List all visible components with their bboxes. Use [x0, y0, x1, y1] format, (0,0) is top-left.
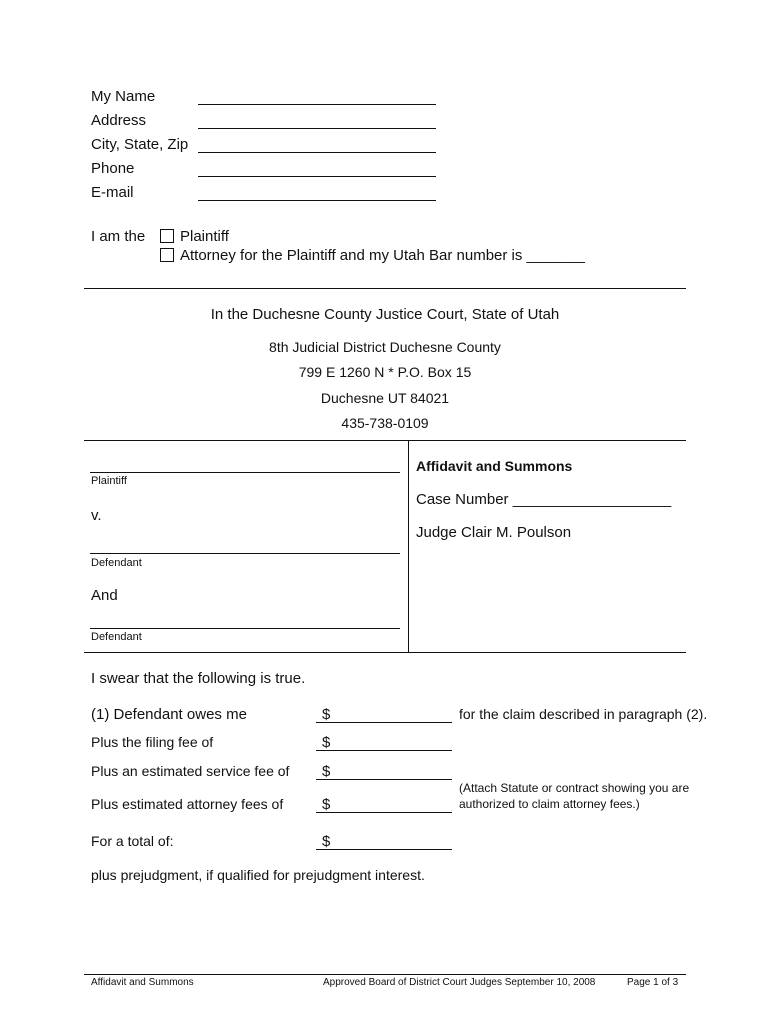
field-label-phone: Phone: [91, 160, 135, 177]
plaintiff-line[interactable]: [90, 472, 400, 473]
footer-center: Approved Board of District Court Judges September 10, 2008: [323, 977, 596, 988]
total-line[interactable]: [316, 849, 452, 850]
field-label-name: My Name: [91, 88, 156, 105]
owes-note: for the claim described in paragraph (2).: [459, 706, 708, 722]
phone-line[interactable]: [198, 176, 436, 177]
footer-page-number: Page 1 of 3: [627, 977, 679, 988]
attorney-fee-currency: $: [322, 796, 331, 813]
footer-rule: [84, 974, 686, 975]
plaintiff-checkbox[interactable]: [160, 229, 174, 243]
attorney-checkbox[interactable]: [160, 248, 174, 262]
defendant-line-1[interactable]: [90, 553, 400, 554]
service-fee-label: Plus an estimated service fee of: [91, 763, 290, 779]
filing-fee-line[interactable]: [316, 750, 452, 751]
attorney-fee-label: Plus estimated attorney fees of: [91, 796, 284, 812]
attorney-fee-line[interactable]: [316, 812, 452, 813]
attorney-note-1: (Attach Statute or contract showing you are: [459, 781, 690, 795]
email-line[interactable]: [198, 200, 436, 201]
plaintiff-caption-label: Plaintiff: [91, 475, 127, 487]
address-line[interactable]: [198, 128, 436, 129]
defendant-caption-label-1: Defendant: [91, 557, 142, 569]
judge-name: Judge Clair M. Poulson: [416, 524, 572, 541]
divider-top: [84, 288, 686, 289]
case-number: Case Number ___________________: [416, 491, 672, 508]
filing-fee-label: Plus the filing fee of: [91, 734, 214, 750]
divider-caption-bottom: [84, 652, 686, 653]
field-label-email: E-mail: [91, 184, 134, 201]
role-prefix: I am the: [91, 228, 146, 245]
plaintiff-option-label: Plaintiff: [180, 228, 229, 245]
field-label-city: City, State, Zip: [91, 136, 189, 153]
divider-caption-top: [84, 440, 686, 441]
footer-left: Affidavit and Summons: [91, 977, 194, 988]
court-title: In the Duchesne County Justice Court, State of Utah: [210, 306, 560, 323]
total-currency: $: [322, 833, 331, 850]
court-phone: 435-738-0109: [341, 415, 429, 431]
and-label: And: [91, 587, 118, 604]
name-line[interactable]: [198, 104, 436, 105]
owes-amount-line[interactable]: [316, 722, 452, 723]
owes-currency: $: [322, 706, 331, 723]
attorney-note-2: authorized to claim attorney fees.): [459, 797, 640, 811]
prejudgment-text: plus prejudgment, if qualified for prejudgment interest.: [91, 867, 425, 883]
defendant-line-2[interactable]: [90, 628, 400, 629]
court-district: 8th Judicial District Duchesne County: [269, 339, 501, 355]
document-title: Affidavit and Summons: [416, 458, 573, 474]
service-fee-currency: $: [322, 763, 331, 780]
attorney-option-label: Attorney for the Plaintiff and my Utah Bar number is _______: [180, 247, 585, 264]
court-street: 799 E 1260 N * P.O. Box 15: [298, 364, 472, 380]
filing-fee-currency: $: [322, 734, 331, 751]
field-label-address: Address: [91, 112, 147, 129]
swear-statement: I swear that the following is true.: [91, 670, 306, 687]
caption-divider: [408, 440, 409, 652]
court-city: Duchesne UT 84021: [320, 390, 450, 406]
defendant-caption-label-2: Defendant: [91, 631, 142, 643]
city-line[interactable]: [198, 152, 436, 153]
versus-label: v.: [91, 507, 102, 524]
owes-label: (1) Defendant owes me: [91, 706, 247, 723]
service-fee-line[interactable]: [316, 779, 452, 780]
total-label: For a total of:: [91, 833, 174, 849]
